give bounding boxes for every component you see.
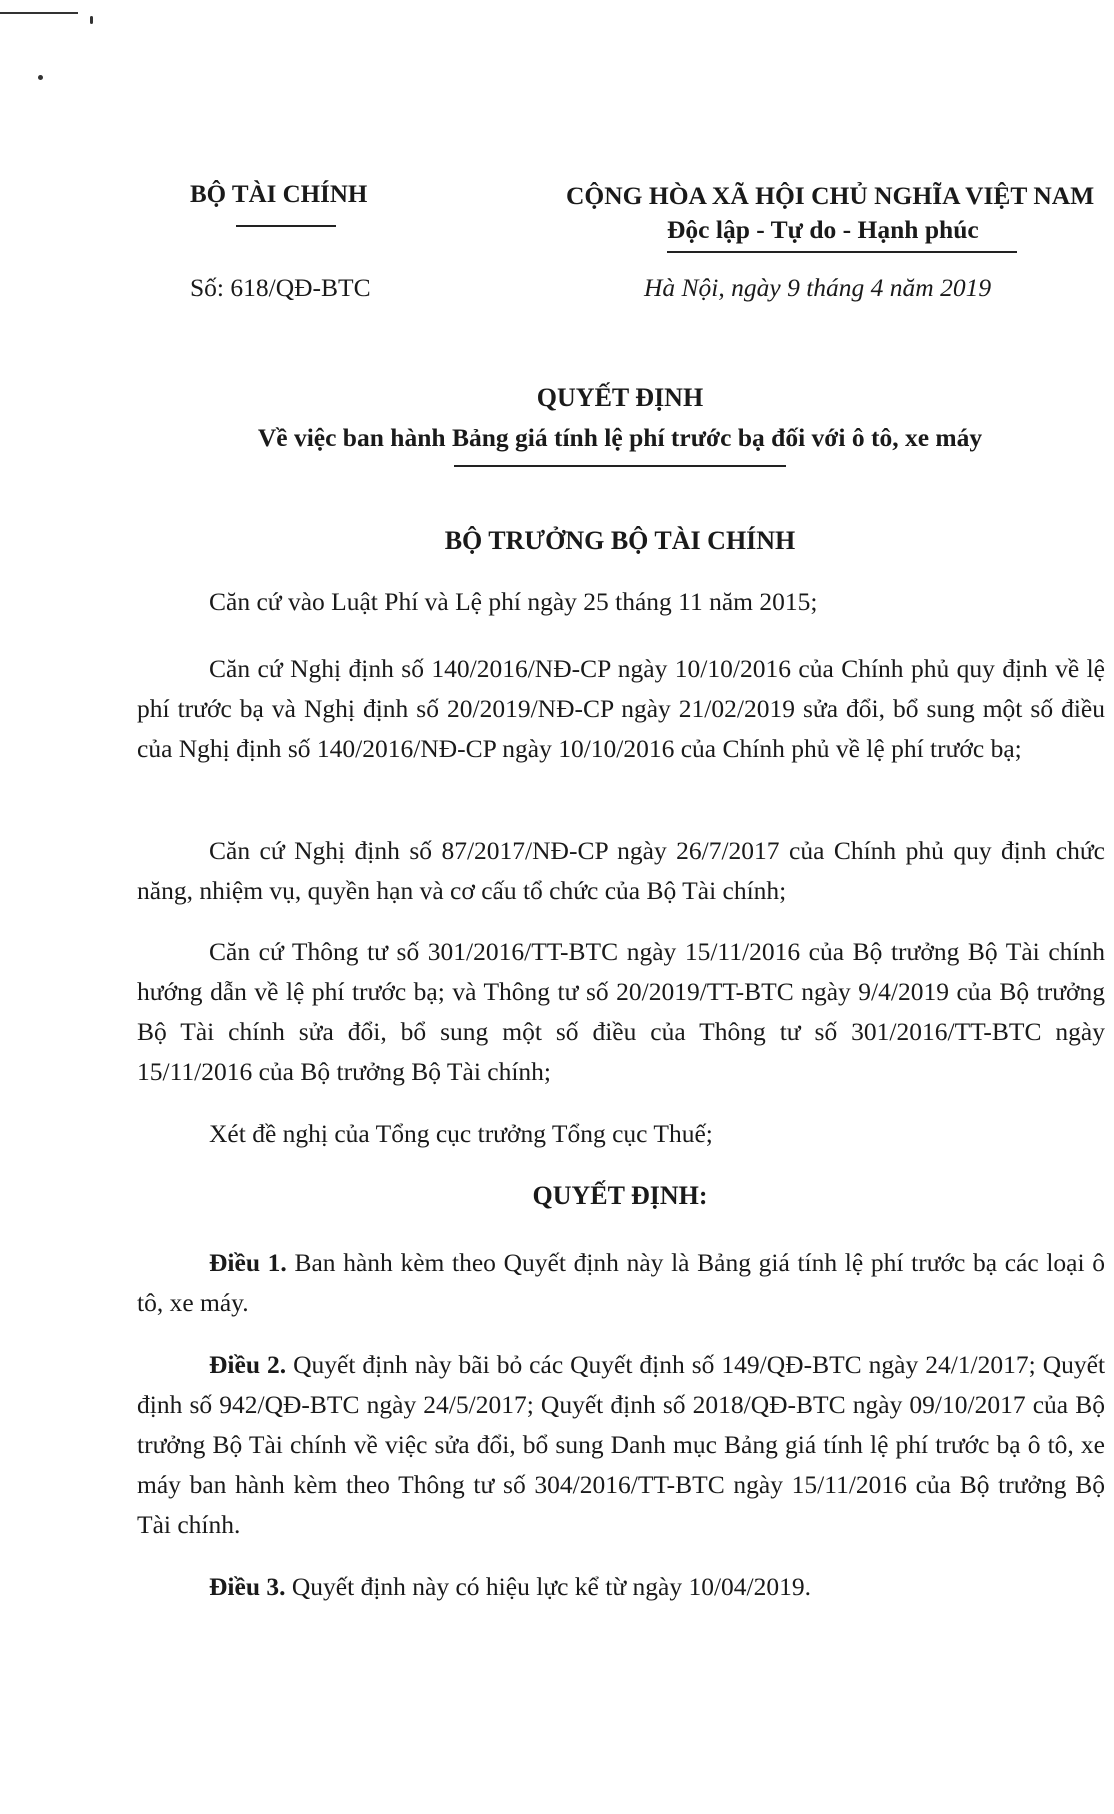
subject-underline <box>454 465 786 467</box>
decision-title: QUYẾT ĐỊNH <box>536 383 704 412</box>
preamble-paragraph <box>137 582 1105 622</box>
preamble-paragraph <box>137 1114 1105 1154</box>
decision-subject: Về việc ban hành Bảng giá tính lệ phí trước bạ đối với ô tô, xe máy <box>257 423 983 452</box>
agency-name: BỘ TÀI CHÍNH <box>190 181 368 208</box>
country-name: CỘNG HÒA XÃ HỘI CHỦ NGHĨA VIỆT NAM <box>566 181 1095 210</box>
issuing-authority: BỘ TRƯỞNG BỘ TÀI CHÍNH <box>444 526 796 555</box>
article-2 <box>137 1345 1105 1545</box>
preamble-text: Xét đề nghị của Tổng cục trưởng Tổng cục Thuế; <box>209 1119 713 1148</box>
article-text: Ban hành kèm theo Quyết định này là Bảng giá tính lệ phí trước bạ các loại ô tô, xe máy. <box>137 1248 1106 1317</box>
preamble-text: Căn cứ Nghị định số 140/2016/NĐ-CP ngày 10/10/2016 của Chính phủ quy định về lệ phí trước bạ và Nghị định số 20/2019/NĐ-CP ngày 21/02/2019 sửa đổi, bổ sung một số điều của Nghị định số 140/2016/NĐ-CP ngày 10/10/2016 của Chính phủ về lệ phí trước bạ; <box>137 654 1105 763</box>
article-label: Điều 2. <box>209 1350 287 1379</box>
decision-heading: QUYẾT ĐỊNH: <box>532 1181 708 1210</box>
article-label: Điều 3. <box>209 1572 286 1601</box>
preamble-text: Căn cứ vào Luật Phí và Lệ phí ngày 25 tháng 11 năm 2015; <box>209 587 818 616</box>
preamble-paragraph <box>137 932 1105 1092</box>
article-1 <box>137 1243 1105 1323</box>
document-number: Số: 618/QĐ-BTC <box>190 273 371 302</box>
scan-mark-line <box>0 12 78 14</box>
article-label: Điều 1. <box>209 1248 287 1277</box>
article-text: Quyết định này bãi bỏ các Quyết định số 149/QĐ-BTC ngày 24/1/2017; Quyết định số 942/QĐ-BTC ngày 24/5/2017; Quyết định số 2018/QĐ-BTC ngày 09/10/2017 của Bộ trưởng Bộ Tài chính về việc sửa đổi, bổ sung Danh mục Bảng giá tính lệ phí trước bạ ô tô, xe máy ban hành kèm theo Thông tư số 304/2016/TT-BTC ngày 15/11/2016 của Bộ trưởng Bộ Tài chính. <box>137 1350 1106 1539</box>
preamble-text: Căn cứ Nghị định số 87/2017/NĐ-CP ngày 26/7/2017 của Chính phủ quy định chức năng, nhiệm vụ, quyền hạn và cơ cấu tổ chức của Bộ Tài chính; <box>137 836 1105 905</box>
article-text: Quyết định này có hiệu lực kể từ ngày 10/04/2019. <box>291 1572 812 1601</box>
preamble-paragraph <box>137 831 1105 911</box>
preamble-paragraph <box>137 649 1105 769</box>
article-3 <box>137 1567 1105 1607</box>
motto-underline <box>667 251 1017 253</box>
place-date: Hà Nội, ngày 9 tháng 4 năm 2019 <box>644 273 992 302</box>
agency-underline <box>236 225 336 227</box>
scan-mark-dot <box>38 75 43 80</box>
scan-mark-dot <box>90 16 93 24</box>
national-motto: Độc lập - Tự do - Hạnh phúc <box>667 215 979 244</box>
preamble-text: Căn cứ Thông tư số 301/2016/TT-BTC ngày 15/11/2016 của Bộ trưởng Bộ Tài chính hướng dẫn về lệ phí trước bạ; và Thông tư số 20/2019/TT-BTC ngày 9/4/2019 của Bộ trưởng Bộ Tài chính sửa đổi, bổ sung một số điều của Thông tư số 301/2016/TT-BTC ngày 15/11/2016 của Bộ trưởng Bộ Tài chính; <box>137 937 1105 1086</box>
